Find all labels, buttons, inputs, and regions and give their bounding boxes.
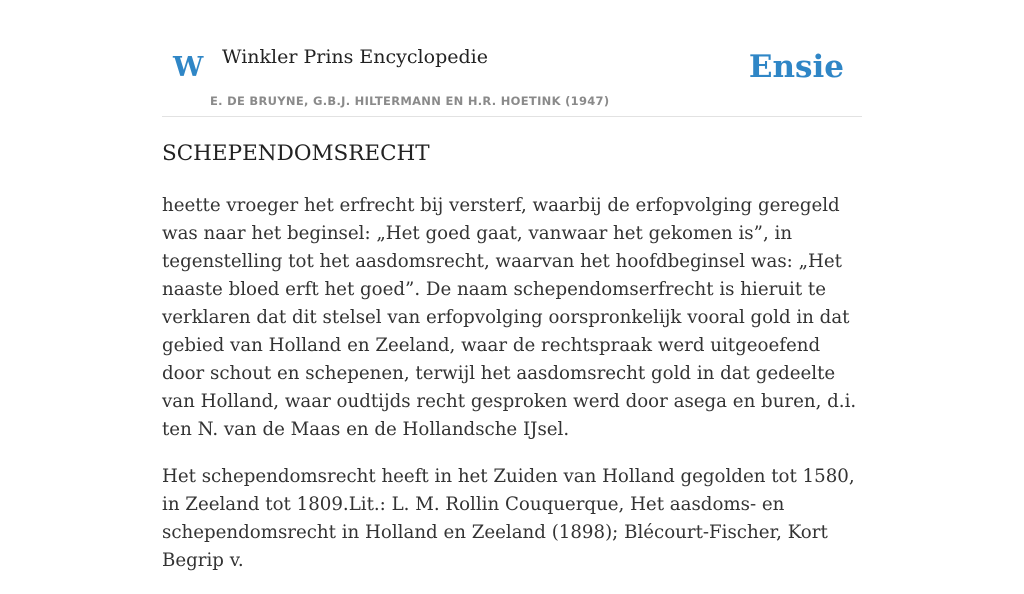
article-body	[162, 192, 862, 594]
publication-authors: E. DE BRUYNE, G.B.J. HILTERMANN EN H.R. HOETINK (1947)	[210, 94, 610, 108]
page	[162, 0, 862, 571]
header	[162, 0, 862, 117]
article-paragraph: Het schependomsrecht heeft in het Zuiden van Holland gegolden tot 1580, in Zeeland tot 1809.Lit.: L. M. Rollin Couquerque, Het aasdoms- en schependomsrecht in Holland en Zeeland (1898); Blécourt-Fischer, Kort Begrip v.	[162, 466, 855, 571]
publication-title[interactable]: Winkler Prins Encyclopedie	[222, 46, 488, 68]
article-title: SCHEPENDOMSRECHT	[162, 141, 430, 166]
article-paragraph: heette vroeger het erfrecht bij versterf, waarbij de erfopvolging geregeld was naar het beginsel: „Het goed gaat, vanwaar het gekomen is”, in tegenstelling tot het aasdomsrecht, waarvan het hoofdbeginsel was: „Het naaste bloed erft het goed”. De naam schependomserfrecht is hieruit te verklaren dat dit stelsel van erfopvolging oorspronkelijk vooral gold in dat gebied van Holland en Zeeland, waar de rechtspraak werd uitgeoefend door schout en schepenen, terwijl het aasdomsrecht gold in dat gedeelte van Holland, waar oudtijds recht gesproken werd door asega en buren, d.i. ten N. van de Maas en de Hollandsche IJsel.	[162, 195, 857, 440]
winkler-prins-logo[interactable]: W	[173, 52, 204, 83]
ensie-brand-link[interactable]: Ensie	[748, 49, 844, 85]
